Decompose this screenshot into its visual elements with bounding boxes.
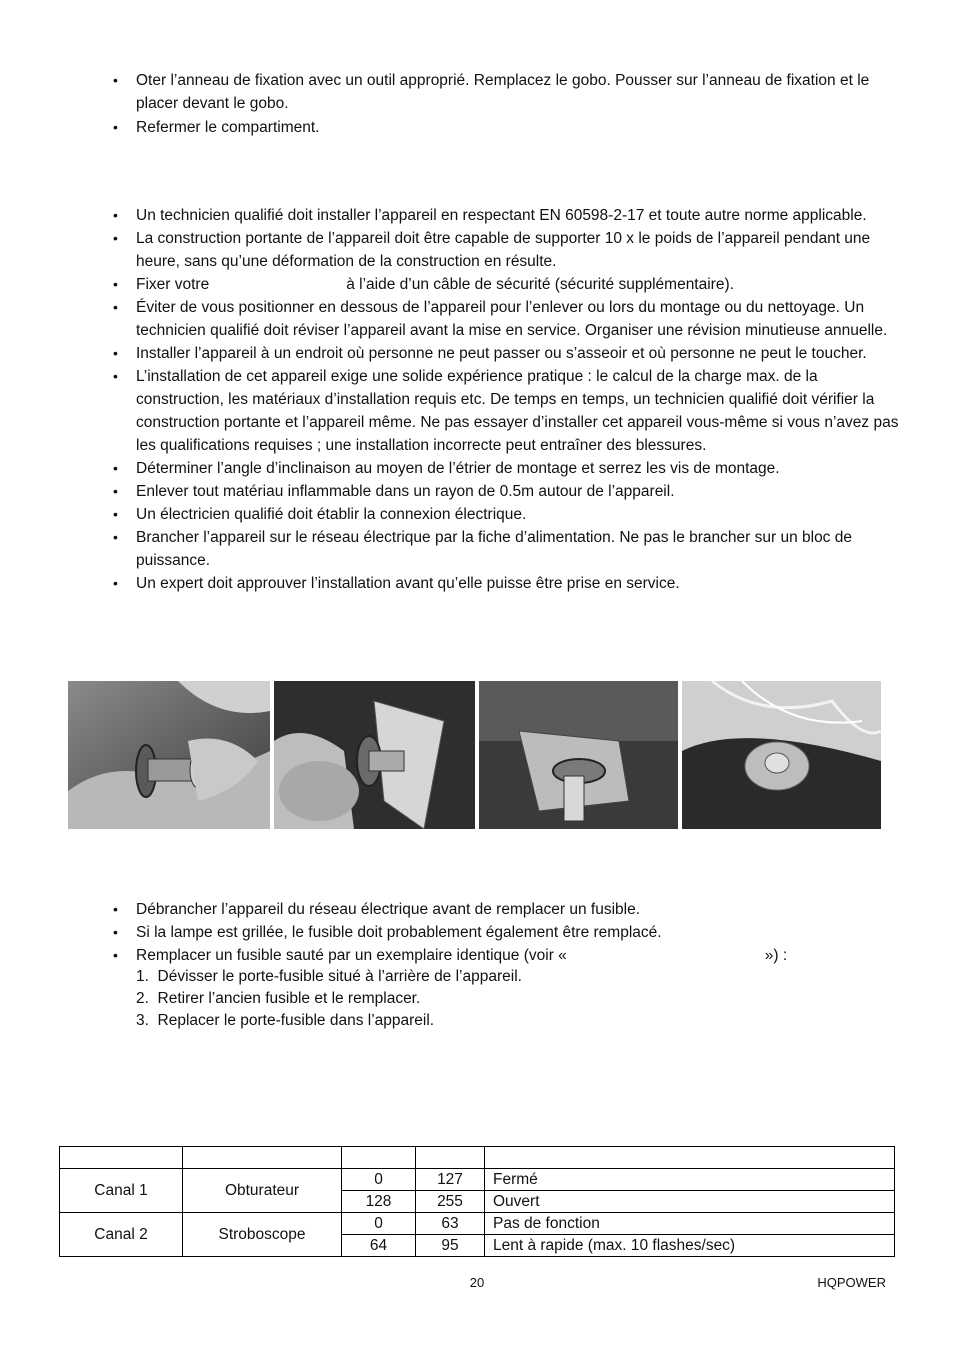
list-item: • Si la lampe est grillée, le fusible doit probablement également être remplacé. xyxy=(109,921,899,944)
range-from-cell: 0 xyxy=(342,1213,416,1235)
photo-fastener-locked xyxy=(682,681,881,829)
dmx-channel-table xyxy=(59,1146,895,1257)
list-item: • Installer l’appareil à un endroit où personne ne peut passer ou s’asseoir et où personne ne peut le toucher. xyxy=(109,342,899,365)
gobo-steps-list xyxy=(109,69,899,139)
range-from-cell: 128 xyxy=(342,1191,416,1213)
fuse-steps xyxy=(136,966,522,1032)
list-item: 1. Dévisser le porte-fusible situé à l’arrière de l’appareil. xyxy=(136,968,522,985)
list-item: • Éviter de vous positionner en dessous de l’appareil pour l’enlever ou lors du montage ou du nettoyage. Un technicien qualifié doit réviser l’appareil avant la mise en service. Organiser une révision minutieuse annuelle. xyxy=(109,296,899,342)
list-item: • Débrancher l’appareil du réseau électrique avant de remplacer un fusible. xyxy=(109,898,899,921)
fuse-replace-post: ») : xyxy=(764,947,788,964)
list-item: • Brancher l’appareil sur le réseau électrique par la fiche d’alimentation. Ne pas le brancher sur un bloc de puissance. xyxy=(109,526,899,572)
description-cell: Pas de fonction xyxy=(485,1213,895,1235)
list-item: • Enlever tout matériau inflammable dans un rayon de 0.5m autour de l’appareil. xyxy=(109,480,899,503)
list-item: • Refermer le compartiment. xyxy=(109,116,899,139)
list-item xyxy=(109,944,899,967)
list-item: • La construction portante de l’appareil doit être capable de supporter 10 x le poids de l’appareil pendant une heure, sans qu’une déformation de la construction en résulte. xyxy=(109,227,899,273)
channel-cell: Canal 1 xyxy=(60,1169,183,1213)
table-header-row xyxy=(60,1147,895,1169)
range-from-cell: 64 xyxy=(342,1235,416,1257)
list-item: • Un électricien qualifié doit établir la connexion électrique. xyxy=(109,503,899,526)
fix-cable-pre: Fixer votre xyxy=(136,276,210,293)
range-from-cell: 0 xyxy=(342,1169,416,1191)
page-number: 20 xyxy=(469,1275,485,1290)
photo-fastener-on-plate xyxy=(274,681,475,829)
photo-fastener-mounted xyxy=(479,681,678,829)
channel-cell: Canal 2 xyxy=(60,1213,183,1257)
description-cell: Lent à rapide (max. 10 flashes/sec) xyxy=(485,1235,895,1257)
installation-list xyxy=(109,204,899,595)
range-to-cell: 63 xyxy=(416,1213,485,1235)
fuse-replace-pre: Remplacer un fusible sauté par un exemplaire identique (voir « xyxy=(136,947,567,964)
list-item: • Oter l’anneau de fixation avec un outil approprié. Remplacez le gobo. Pousser sur l’anneau de fixation et le placer devant le gobo. xyxy=(109,69,899,115)
function-cell: Obturateur xyxy=(183,1169,342,1213)
table-row xyxy=(60,1169,895,1191)
list-item: • Un expert doit approuver l’installation avant qu’elle puisse être prise en service. xyxy=(109,572,899,595)
list-item: • Déterminer l’angle d’inclinaison au moyen de l’étrier de montage et serrez les vis de montage. xyxy=(109,457,899,480)
range-to-cell: 127 xyxy=(416,1169,485,1191)
range-to-cell: 255 xyxy=(416,1191,485,1213)
brand-name: HQPOWER xyxy=(817,1275,886,1290)
fix-cable-post: à l’aide d’un câble de sécurité (sécurité supplémentaire). xyxy=(346,276,734,293)
list-item: • L’installation de cet appareil exige une solide expérience pratique : le calcul de la charge max. de la construction, les matériaux d’installation requis etc. De temps en temps, un technicien qualifié doit vérifier la construction portante et l’appareil même. Ne pas essayer d’installer cet appareil vous-même si vous n’avez pas les qualifications requises ; une installation incorrecte peut entraîner des blessures. xyxy=(109,365,899,457)
description-cell: Ouvert xyxy=(485,1191,895,1213)
range-to-cell: 95 xyxy=(416,1235,485,1257)
photo-hand-holding-fastener xyxy=(68,681,270,829)
table-row xyxy=(60,1213,895,1235)
list-item xyxy=(109,273,899,296)
description-cell: Fermé xyxy=(485,1169,895,1191)
function-cell: Stroboscope xyxy=(183,1213,342,1257)
list-item: • Un technicien qualifié doit installer l’appareil en respectant EN 60598-2-17 et toute autre norme applicable. xyxy=(109,204,899,227)
fuse-list xyxy=(109,898,899,967)
list-item: 2. Retirer l’ancien fusible et le remplacer. xyxy=(136,990,421,1007)
list-item: 3. Replacer le porte-fusible dans l’appareil. xyxy=(136,1012,435,1029)
photo-strip xyxy=(68,681,881,829)
